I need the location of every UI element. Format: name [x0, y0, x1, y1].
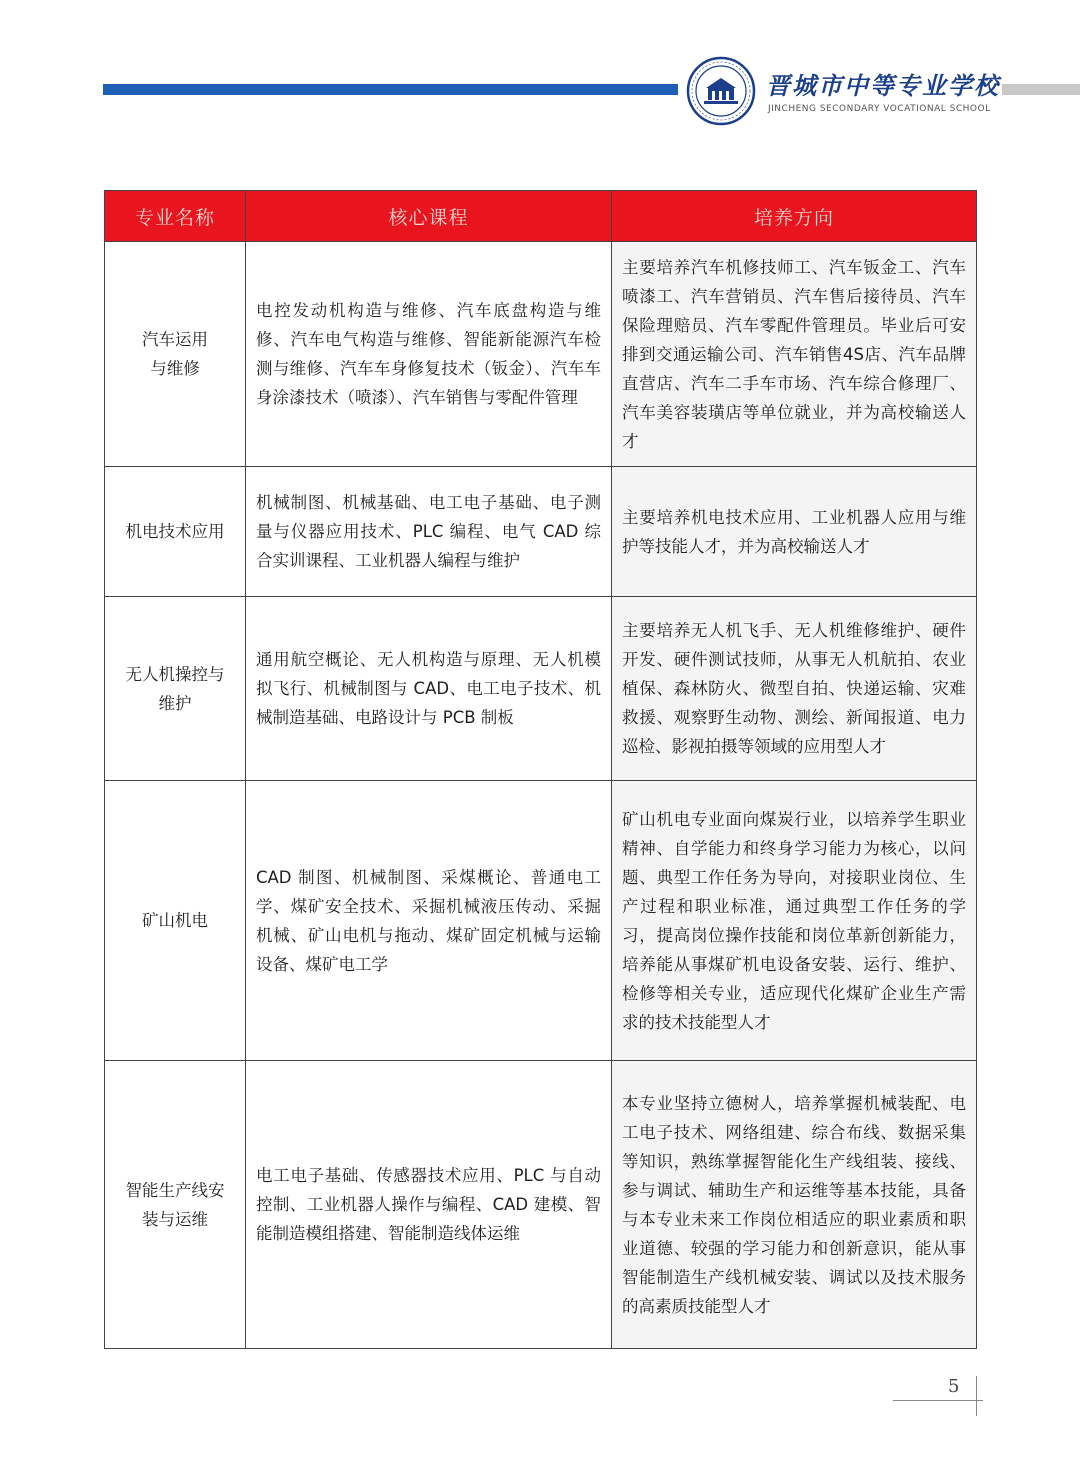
column-header-direction: 培养方向: [612, 191, 977, 242]
page-number: 5: [948, 1376, 960, 1397]
table-row: [105, 597, 977, 781]
major-name: [105, 1061, 246, 1349]
table-header-row: [105, 191, 977, 242]
major-direction: 主要培养机电技术应用、工业机器人应用与维护等技能人才，并为高校输送人才: [612, 467, 977, 597]
school-emblem-icon: [686, 56, 756, 126]
major-direction: 主要培养无人机飞手、无人机维修维护、硬件开发、硬件测试技师，从事无人机航拍、农业植保、森林防火、微型自拍、快递运输、灾难救援、观察野生动物、测绘、新闻报道、电力巡检、影视拍摄等领域的应用型人才: [612, 597, 977, 781]
table-row: [105, 781, 977, 1061]
majors-table: [104, 190, 977, 1349]
page-number-tick: [976, 1376, 977, 1416]
page-number-rule: [893, 1400, 983, 1401]
major-direction: 本专业坚持立德树人，培养掌握机械装配、电工电子技术、网络组建、综合布线、数据采集等知识，熟练掌握智能化生产线组装、接线、参与调试、辅助生产和运维等基本技能，具备与本专业未来工作岗位相适应的职业素质和职业道德、较强的学习能力和创新意识，能从事智能制造生产线机械安装、调试以及技术服务的高素质技能型人才: [612, 1061, 977, 1349]
table-row: [105, 467, 977, 597]
school-name-cn: 晋城市中等专业学校: [766, 71, 1000, 100]
major-courses: 机械制图、机械基础、电工电子基础、电子测量与仪器应用技术、PLC 编程、电气 CAD 综合实训课程、工业机器人编程与维护: [246, 467, 612, 597]
major-name: 机电技术应用: [105, 467, 246, 597]
major-name: 矿山机电: [105, 781, 246, 1061]
major-courses: CAD 制图、机械制图、采煤概论、普通电工学、煤矿安全技术、采掘机械液压传动、采掘机械、矿山电机与拖动、煤矿固定机械与运输设备、煤矿电工学: [246, 781, 612, 1061]
school-name-en: JINCHENG SECONDARY VOCATIONAL SCHOOL: [768, 104, 991, 114]
major-name-text: 无人机操控与维护: [125, 664, 225, 713]
major-courses: 电工电子基础、传感器技术应用、PLC 与自动控制、工业机器人操作与编程、CAD 建模、智能制造模组搭建、智能制造线体运维: [246, 1061, 612, 1349]
major-name: [105, 242, 246, 467]
column-header-courses: 核心课程: [246, 191, 612, 242]
header-accent-bar: [103, 84, 678, 95]
column-header-major: 专业名称: [105, 191, 246, 242]
table-row: [105, 1061, 977, 1349]
major-name-text: 智能生产线安装与运维: [125, 1180, 225, 1229]
major-courses: 通用航空概论、无人机构造与原理、无人机模拟飞行、机械制图与 CAD、电工电子技术、机械制造基础、电路设计与 PCB 制板: [246, 597, 612, 781]
table-row: [105, 242, 977, 467]
major-courses: 电控发动机构造与维修、汽车底盘构造与维修、汽车电气构造与维修、智能新能源汽车检测与维修、汽车车身修复技术（钣金）、汽车车身涂漆技术（喷漆）、汽车销售与零配件管理: [246, 242, 612, 467]
major-name: [105, 597, 246, 781]
major-direction: 主要培养汽车机修技师工、汽车钣金工、汽车喷漆工、汽车营销员、汽车售后接待员、汽车保险理赔员、汽车零配件管理员。毕业后可安排到交通运输公司、汽车销售4S店、汽车品牌直营店、汽车二手车市场、汽车综合修理厂、汽车美容装璜店等单位就业，并为高校输送人才: [612, 242, 977, 467]
major-direction: 矿山机电专业面向煤炭行业，以培养学生职业精神、自学能力和终身学习能力为核心，以问题、典型工作任务为导向，对接职业岗位、生产过程和职业标准，通过典型工作任务的学习，提高岗位操作技能和岗位革新创新能力，培养能从事煤矿机电设备安装、运行、维护、检修等相关专业，适应现代化煤矿企业生产需求的技术技能型人才: [612, 781, 977, 1061]
header-accent-bar-gray: [1002, 84, 1080, 95]
major-name-text: 汽车运用与维修: [142, 330, 208, 378]
